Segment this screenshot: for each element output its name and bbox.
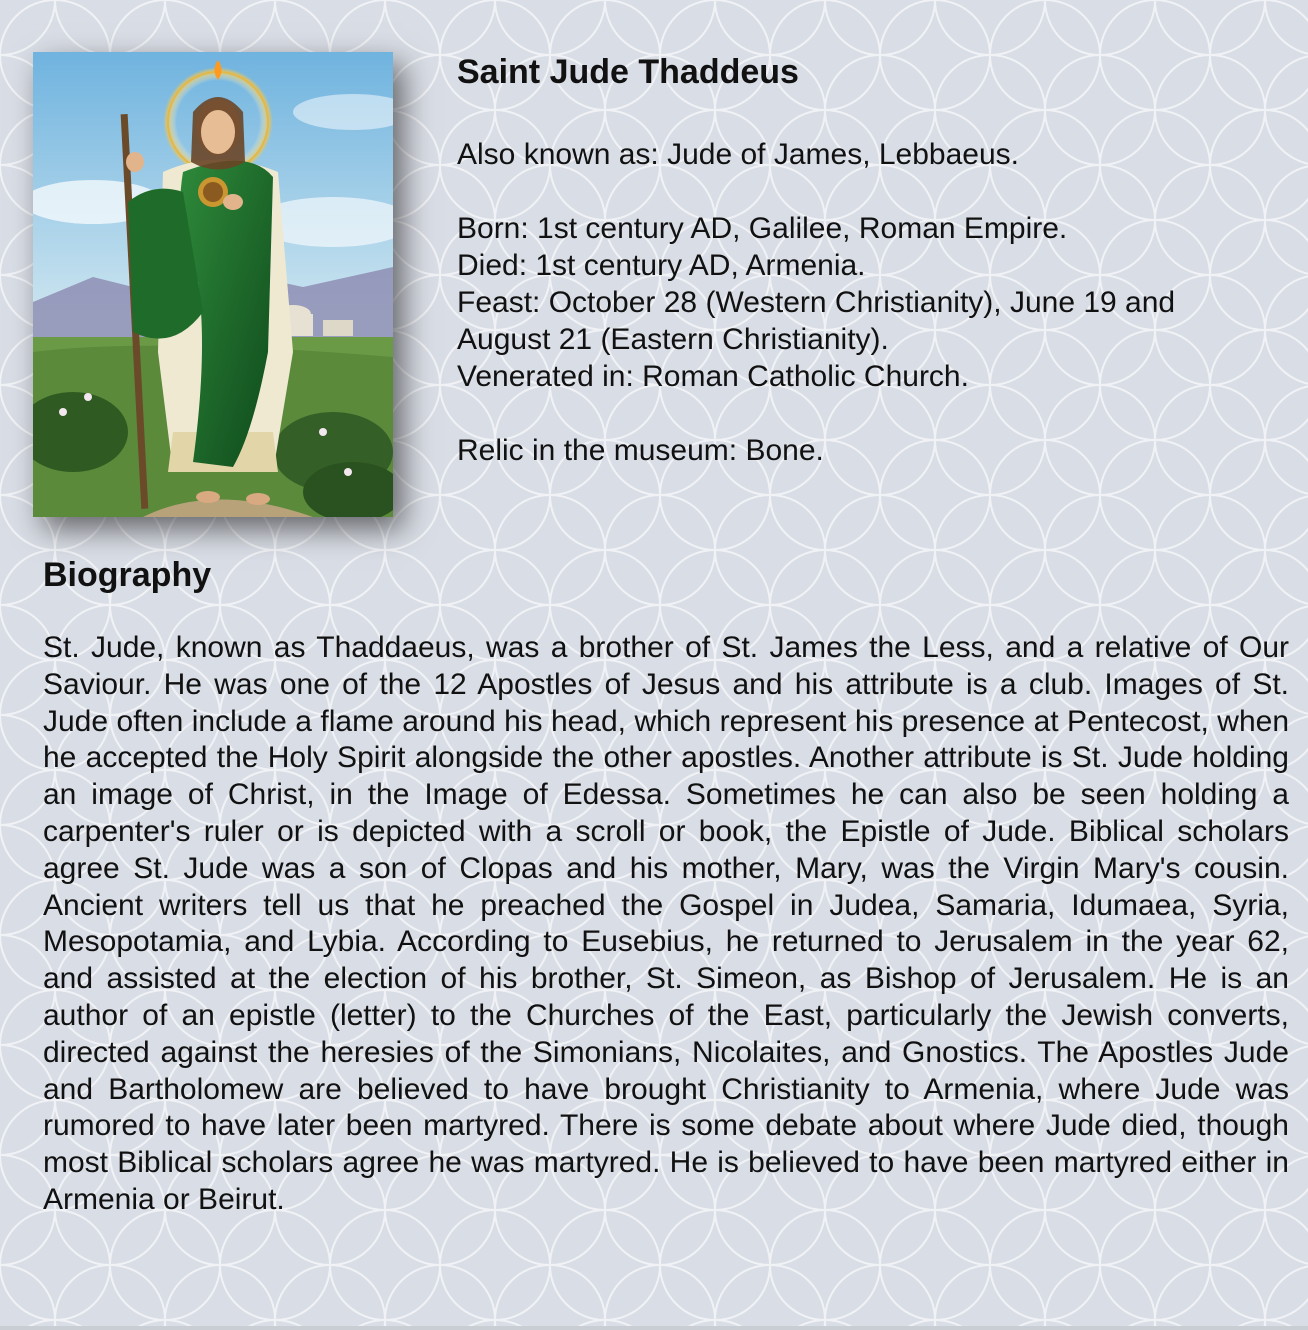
- feast-line: Feast: October 28 (Western Christianity), June 19 and August 21 (Eastern Christianity).: [457, 286, 1176, 356]
- died-line: Died: 1st century AD, Armenia.: [457, 249, 866, 282]
- biography-text: St. Jude, known as Thaddaeus, was a brother of St. James the Less, and a relative of Our Saviour. He was one of the 12 Apostles of Jesus and his attribute is a club. Images of St. Jude often include a flame around his head, which represent his presence at Pentecost, when he accepted the Holy Spirit alongside the other apostles. Another attribute is St. Jude holding an image of Christ, in the Image of Edessa. Sometimes he can also be seen holding a carpenter's ruler or is depicted with a scroll or book, the Epistle of Jude. Biblical scholars agree St. Jude was a son of Clopas and his mother, Mary, was the Virgin Mary's cousin. Ancient writers tell us that he preached the Gospel in Judea, Samaria, Idumaea, Syria, Mesopotamia, and Lybia. According to Eusebius, he returned to Jerusalem in the year 62, and assisted at the election of his brother, St. Simeon, as Bishop of Jerusalem. He is an author of an epistle (letter) to the Churches of the East, particularly the Jewish converts, directed against the heresies of the Simonians, Nicolaites, and Gnostics. The Apostles Jude and Bartholomew are believed to have brought Christianity to Armenia, where Jude was rumored to have later been martyred. There is some debate about where Jude died, though most Biblical scholars agree he was martyred. He is believed to have been martyred either in Armenia or Beirut.: [43, 631, 1289, 1216]
- also-known-as: Also known as: Jude of James, Lebbaeus.: [457, 138, 1020, 171]
- saint-name-heading: Saint Jude Thaddeus: [457, 53, 799, 91]
- saint-portrait-image: [33, 52, 393, 517]
- biography-heading: Biography: [43, 556, 212, 594]
- venerated-in-line: Venerated in: Roman Catholic Church.: [457, 360, 969, 393]
- born-line: Born: 1st century AD, Galilee, Roman Empire.: [457, 212, 1068, 245]
- bottom-divider: [0, 1326, 1308, 1330]
- saint-info-panel: [457, 52, 1257, 469]
- relic-line: Relic in the museum: Bone.: [457, 434, 824, 467]
